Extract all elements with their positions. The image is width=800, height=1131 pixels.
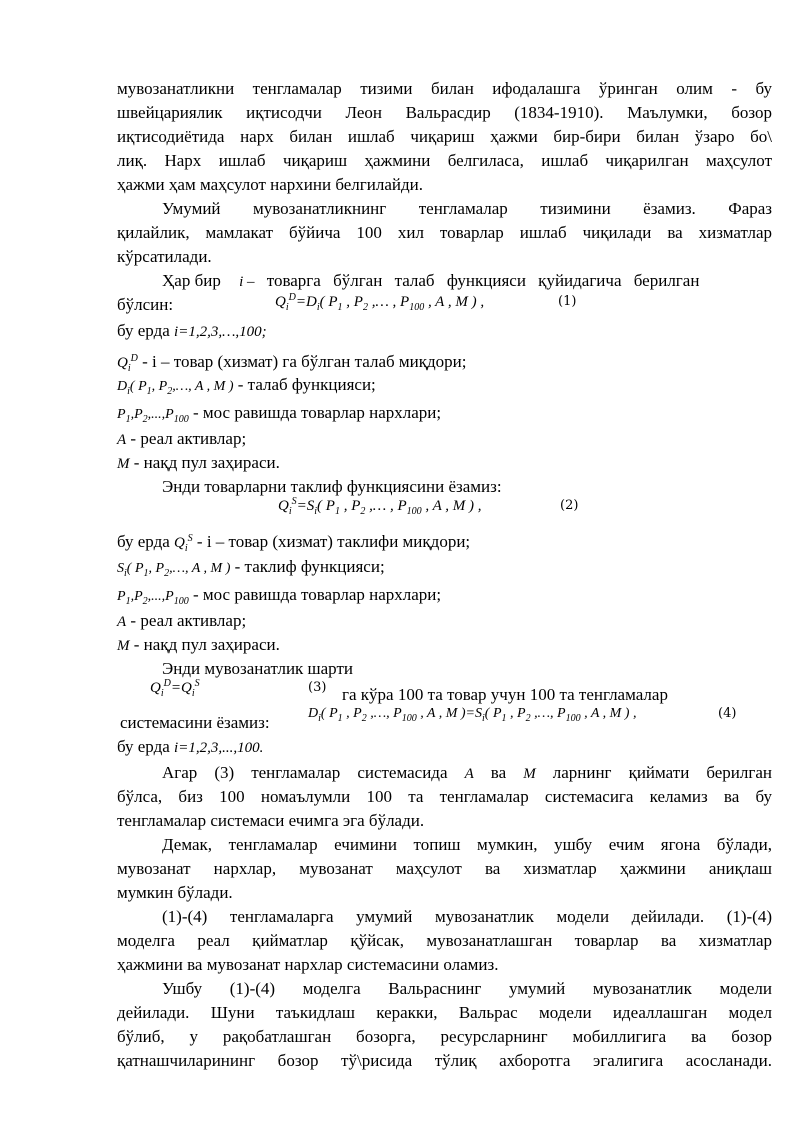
text-line: Ҳар бир i – товарга бўлган талаб функцияси қуйидагича берилган bbox=[162, 271, 700, 290]
text-line: $S_i$( $P_1$, $P_2,\dots$, A , M ) - таклиф функцияси; bbox=[117, 557, 385, 579]
text-line: $P_1,P_2,...,P_{100}$ - мос равишда товарлар нархлари; bbox=[117, 585, 442, 607]
equation-number: (4) bbox=[718, 706, 737, 721]
text-line: $P_1,P_2,...,P_{100}$ - мос равишда товарлар нархлари; bbox=[117, 403, 442, 425]
text-line: $D_i$( $P_1$, $P_2,\dots$, A , M ) - талаб функцияси; bbox=[117, 375, 376, 397]
text-line: Энди товарларни таклиф функциясини ёзамиз: bbox=[162, 477, 502, 496]
text-line: иқтисодиётида нарх билан ишлаб чиқариш ҳажми бир-бири билан ўзаро бо\ bbox=[117, 127, 772, 146]
text-line: бўлса, биз 100 номаълумли 100 та тенгламалар системасига келамиз ва бу bbox=[117, 787, 772, 806]
text-line: M - нақд пул заҳираси. bbox=[117, 453, 280, 472]
text-line: (1)-(4) тенгламаларга умумий мувозанатлик модели дейилади. (1)-(4) bbox=[162, 907, 772, 926]
text-line: швейцариялик иқтисодчи Леон Вальрасдир (1834-1910). Маълумки, бозор bbox=[117, 103, 772, 122]
text-line: кўрсатилади. bbox=[117, 247, 212, 266]
text-line: системасини ёзамиз: bbox=[120, 713, 270, 732]
text-line: Энди мувозанатлик шарти bbox=[162, 659, 353, 678]
text-line: бўлиб, у рақобатлашган бозорга, ресурсларнинг мобиллигига ва бозор bbox=[117, 1027, 772, 1046]
text-line: A - реал активлар; bbox=[117, 611, 247, 630]
text-line: Демак, тенгламалар ечимини топиш мумкин, ушбу ечим ягона бўлади, bbox=[162, 835, 772, 854]
text-line: ҳажмини ва мувозанат нархлар системасини оламиз. bbox=[117, 955, 499, 974]
text-line: Агар (3) тенгламалар системасида A ва M ларнинг қиймати берилган bbox=[162, 763, 773, 782]
text-line: бу ерда $Q_i^S$ - i – товар (хизмат) таклифи миқдори; bbox=[117, 532, 471, 554]
text-line: A - реал активлар; bbox=[117, 429, 247, 448]
equation-3: $Q_i^D=Q_i^S$ bbox=[150, 678, 200, 699]
text-line: $Q_i^D$ - i – товар (хизмат) га бўлган талаб миқдори; bbox=[117, 352, 467, 374]
text-line: M - нақд пул заҳираси. bbox=[117, 635, 280, 654]
equation-number: (3) bbox=[308, 680, 327, 695]
text-line: дейилади. Шуни таъкидлаш керакки, Вальрас модели идеаллашган модел bbox=[117, 1003, 772, 1022]
text-line: Ушбу (1)-(4) моделга Вальраснинг умумий мувозанатлик модели bbox=[162, 979, 772, 998]
text-line: қилайлик, мамлакат бўйича 100 хил товарлар ишлаб чиқилади ва хизматлар bbox=[117, 223, 772, 242]
equation-2: $Q_i^S=S_i$( $P_1$ , $P_2$ ,… , $P_{100}$ , A , M ) , bbox=[278, 496, 482, 517]
text-line: бўлсин: bbox=[117, 295, 174, 314]
text-line: Умумий мувозанатликнинг тенгламалар тизимини ёзамиз. Фараз bbox=[162, 199, 772, 218]
text-line: тенгламалар системаси ечимга эга бўлади. bbox=[117, 811, 425, 830]
text-line: мувозанатликни тенгламалар тизими билан ифодалашга ўринган олим - бу bbox=[117, 79, 772, 98]
equation-4: $D_i$( $P_1$ , $P_2$ ,…, $P_{100}$ , A , M )$=S_i$( $P_1$ , $P_2$ ,…, $P_{100}$ , A , M ) , bbox=[308, 706, 637, 724]
text-line: мувозанат нархлар, мувозанат маҳсулот ва хизматлар ҳажмини аниқлаш bbox=[117, 859, 772, 878]
equation-number: (1) bbox=[558, 294, 577, 309]
text-line: мумкин бўлади. bbox=[117, 883, 233, 902]
text-line: лиқ. Нарх ишлаб чиқариш ҳажмини белгиласа, ишлаб чиқарилган маҳсулот bbox=[117, 151, 772, 170]
text-line: ҳажми ҳам маҳсулот нархини белгилайди. bbox=[117, 175, 423, 194]
text-line: бу ерда i=1,2,3,...,100. bbox=[117, 737, 264, 756]
text-line: моделга реал қийматлар қўйсак, мувозанатлашган товарлар ва хизматлар bbox=[117, 931, 772, 950]
text-line: га кўра 100 та товар учун 100 та тенгламалар bbox=[342, 685, 668, 704]
math-index: i – bbox=[239, 274, 255, 290]
equation-number: (2) bbox=[560, 498, 579, 513]
text-line: қатнашчиларининг бозор тў\рисида тўлиқ ахборотга эгалигига асосланади. bbox=[117, 1051, 772, 1070]
text-line: бу ерда i=1,2,3,…,100; bbox=[117, 321, 267, 340]
equation-1: $Q_i^D=D_i$( $P_1$ , $P_2$ ,… , $P_{100}$ , A , M ) , bbox=[275, 292, 485, 313]
